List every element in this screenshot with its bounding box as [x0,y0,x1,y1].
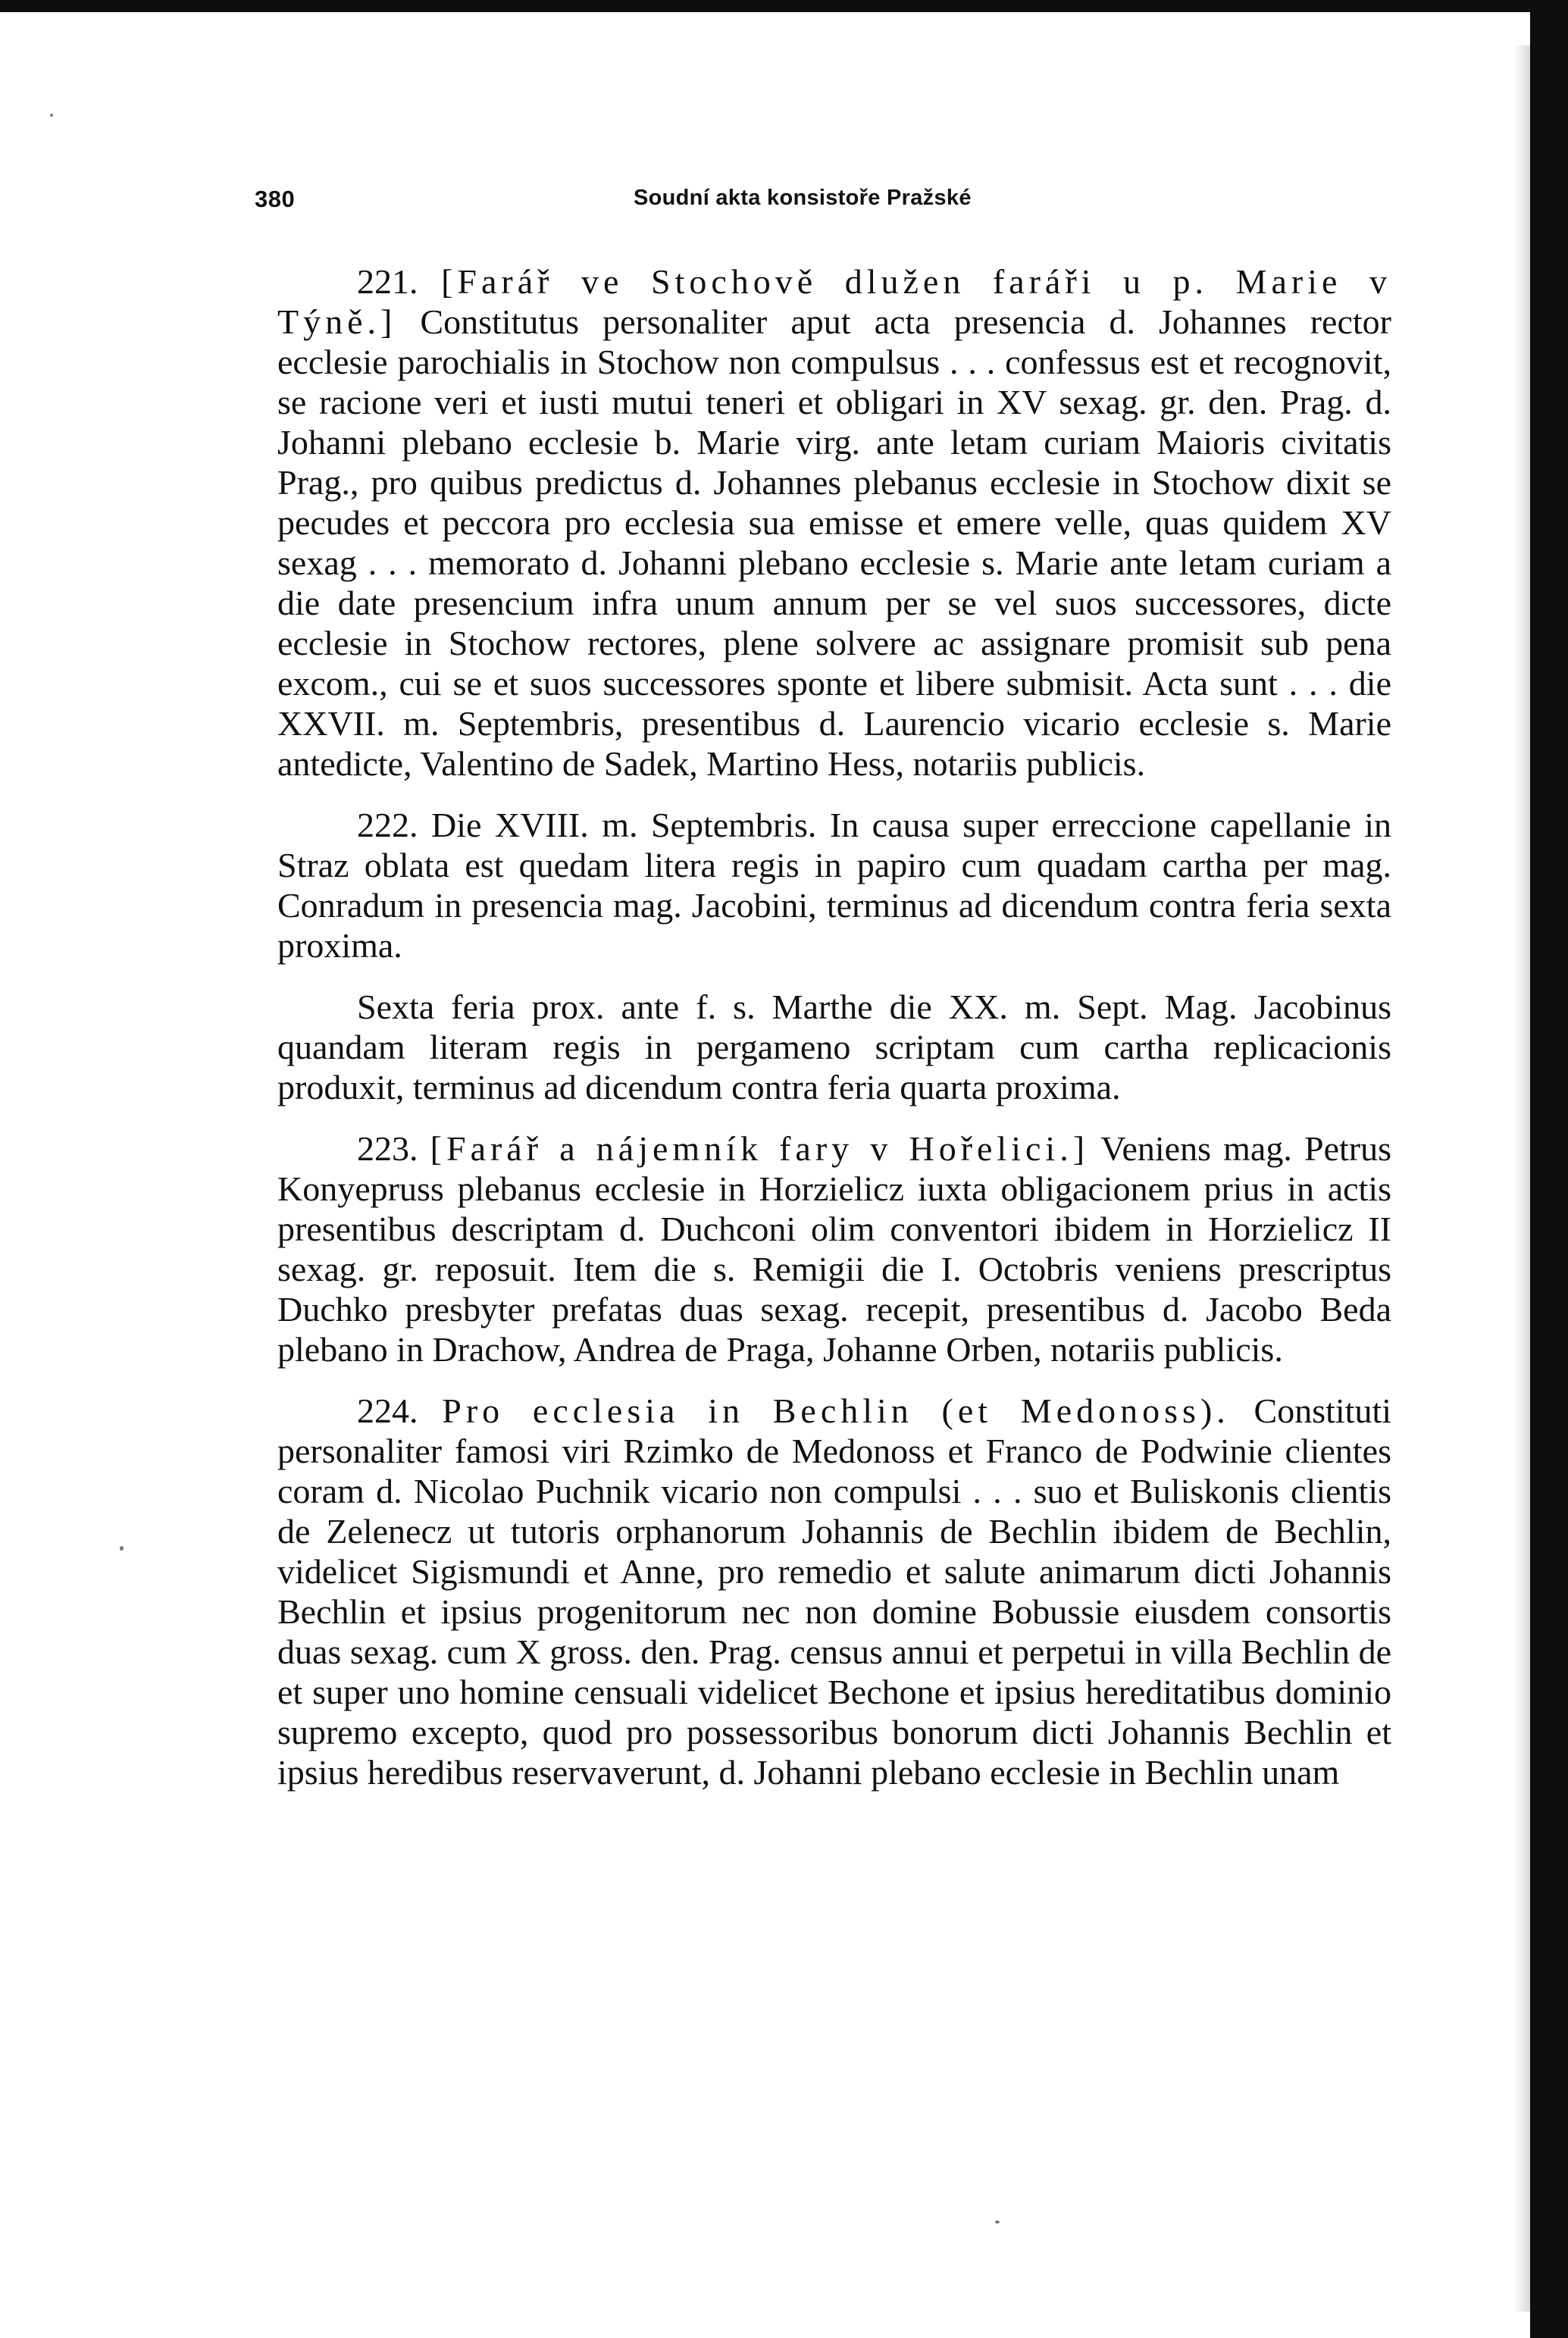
entry-title: Pro ecclesia in Bechlin (et Medonoss). [442,1391,1230,1430]
running-title: Soudní akta konsistoře Pražské [634,186,972,210]
entry-text: Constituti personaliter famosi viri Rzimko de Medonoss et Franco de Podwinie clientes coram d. Nicolao Puchnik vicario non compulsi . . . suo et Buliskonis clientis de Zelenecz ut tutoris orphanorum Johannis de Bechlin ibidem de Bechlin, videlicet Sigismundi et Anne, pro remedio et salute animarum dicti Johannis Bechlin et ipsius progenitorum nec non domine Bobussie eiusdem consortis duas sexag. cum X gross. den. Prag. census annui et perpetui in villa Bechlin de et super uno homine censuali videlicet Bechone et ipsius hereditatibus dominio supremo excepto, quod pro possessoribus bonorum dicti Johannis Bechlin et ipsius heredibus reservaverunt, d. Johanni plebano ecclesie in Bechlin unam [277,1391,1391,1792]
scan-speck [995,2221,1000,2224]
entry-number: 221. [357,262,418,301]
entry-222 [277,805,1391,966]
scan-speck [120,1546,124,1551]
entry-224 [277,1391,1391,1792]
entry-221 [277,261,1391,784]
entry-number: 222. [357,806,418,844]
entry-number: 223. [357,1129,418,1168]
page-body [277,261,1391,1814]
entry-text: Die XVIII. m. Septembris. In causa super erreccione capellanie in Straz oblata est quedam litera regis in papiro cum quadam cartha per mag. Conradum in presencia mag. Jacobini, terminus ad dicendum contra feria sexta proxima. [277,806,1392,965]
scan-border-right [1530,0,1568,2338]
entry-title: [Farář a nájemník fary v Hořelici.] [430,1129,1090,1168]
entry-223 [277,1128,1391,1369]
scan-speck [50,114,53,117]
entry-text: Veniens mag. Petrus Konyepruss plebanus ecclesie in Horzielicz iuxta obligacionem prius in actis presentibus descriptam d. Duchconi olim conventori ibidem in Horzielicz II sexag. gr. reposuit. Item die s. Remigii die I. Octobris veniens prescriptus Duchko presbyter prefatas duas sexag. recepit, presentibus d. Jacobo Beda plebano in Drachow, Andrea de Praga, Johanne Orben, notariis publicis. [277,1129,1391,1369]
entry-title: [Farář ve Stochově dlužen faráři u p. Marie v Týně.] [277,262,1391,341]
entry-number: 224. [357,1391,418,1430]
entry-222-continuation [277,987,1391,1107]
scan-border-top [0,0,1568,12]
page-edge-shadow [1513,45,1530,2311]
page-header [255,186,1391,216]
entry-text: Constitutus personaliter aput acta presencia d. Johannes rector ecclesie parochialis in Stochow non compulsus . . . confessus est et recognovit, se racione veri et iusti mutui teneri et obligari in XV sexag. gr. den. Prag. d. Johanni plebano ecclesie b. Marie virg. ante letam curiam Maioris civitatis Prag., pro quibus predictus d. Johannes plebanus ecclesie in Stochow dixit se pecudes et peccora pro ecclesia sua emisse et emere velle, quas quidem XV sexag . . . memorato d. Johanni plebano ecclesie s. Marie ante letam curiam a die date presencium infra unum annum per se vel suos successores, dicte ecclesie in Stochow rectores, plene solvere ac assignare promisit sub pena excom., cui se et suos successores sponte et libere submisit. Acta sunt . . . die XXVII. m. Septembris, presentibus d. Laurencio vicario ecclesie s. Marie antedicte, Valentino de Sadek, Martino Hess, notariis publicis. [277,302,1391,783]
entry-text: Sexta feria prox. ante f. s. Marthe die XX. m. Sept. Mag. Jacobinus quandam literam regis in pergameno scriptam cum cartha replicacionis produxit, terminus ad dicendum contra feria quarta proxima. [277,987,1391,1106]
page-number: 380 [255,186,296,212]
